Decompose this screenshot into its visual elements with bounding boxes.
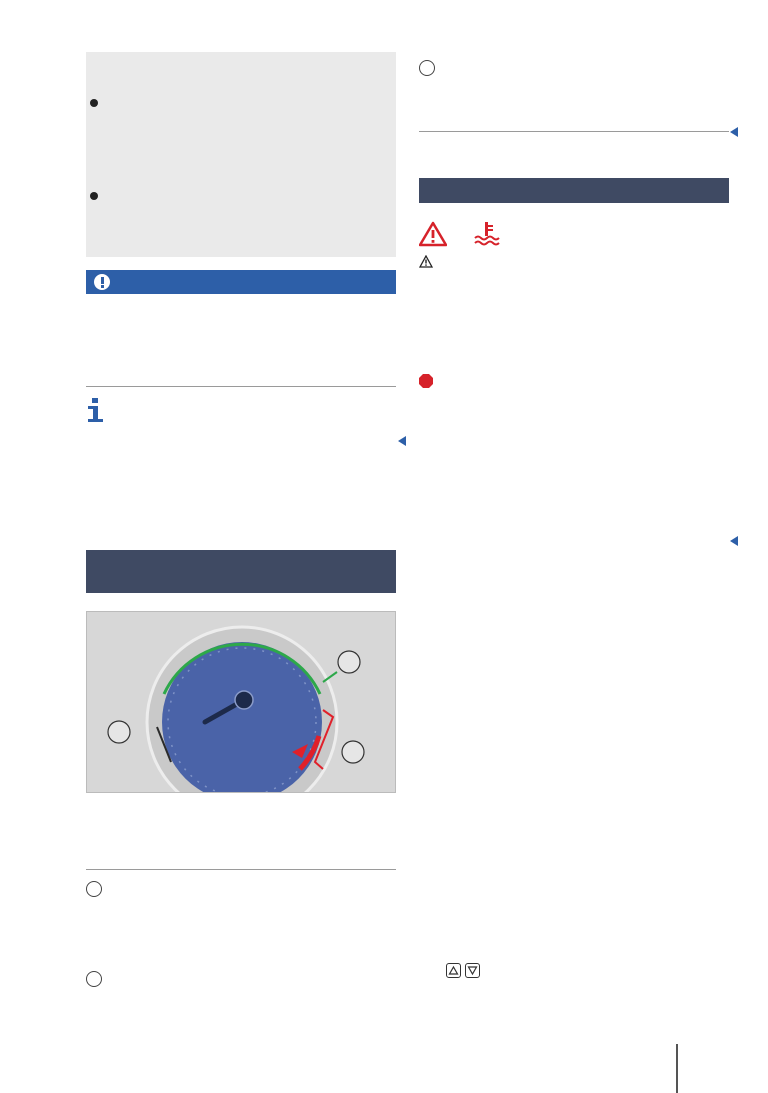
shaded-box <box>86 52 396 257</box>
end-marker-icon <box>730 127 738 137</box>
letop-bar <box>86 270 396 294</box>
gauge-illustration <box>87 612 396 793</box>
problem-bar <box>419 178 729 203</box>
end-marker-icon <box>398 436 406 446</box>
down-key-icon <box>465 963 480 978</box>
bullet-dot <box>90 192 98 200</box>
legend-key-c <box>419 60 435 76</box>
gauge-figure <box>86 611 396 793</box>
exclamation-icon <box>94 274 110 290</box>
up-key-icon <box>446 963 461 978</box>
para-line <box>419 254 433 271</box>
bullet-dot <box>90 99 98 107</box>
coolant-icon <box>473 221 501 247</box>
gauge-hub <box>235 691 253 709</box>
divider <box>86 386 396 387</box>
divider <box>419 131 729 132</box>
legend-key-b <box>86 971 102 987</box>
key-instruction <box>446 963 480 980</box>
info-icon <box>86 397 106 423</box>
footer-divider <box>676 1044 678 1093</box>
subsection-bar <box>86 550 396 593</box>
legend-key-a <box>86 881 102 897</box>
end-marker-icon <box>730 536 738 546</box>
stop-icon <box>419 374 433 388</box>
warning-triangle-icon <box>419 221 447 247</box>
warning-small-icon <box>419 255 433 268</box>
figure-caption <box>86 801 94 818</box>
divider <box>86 869 396 870</box>
